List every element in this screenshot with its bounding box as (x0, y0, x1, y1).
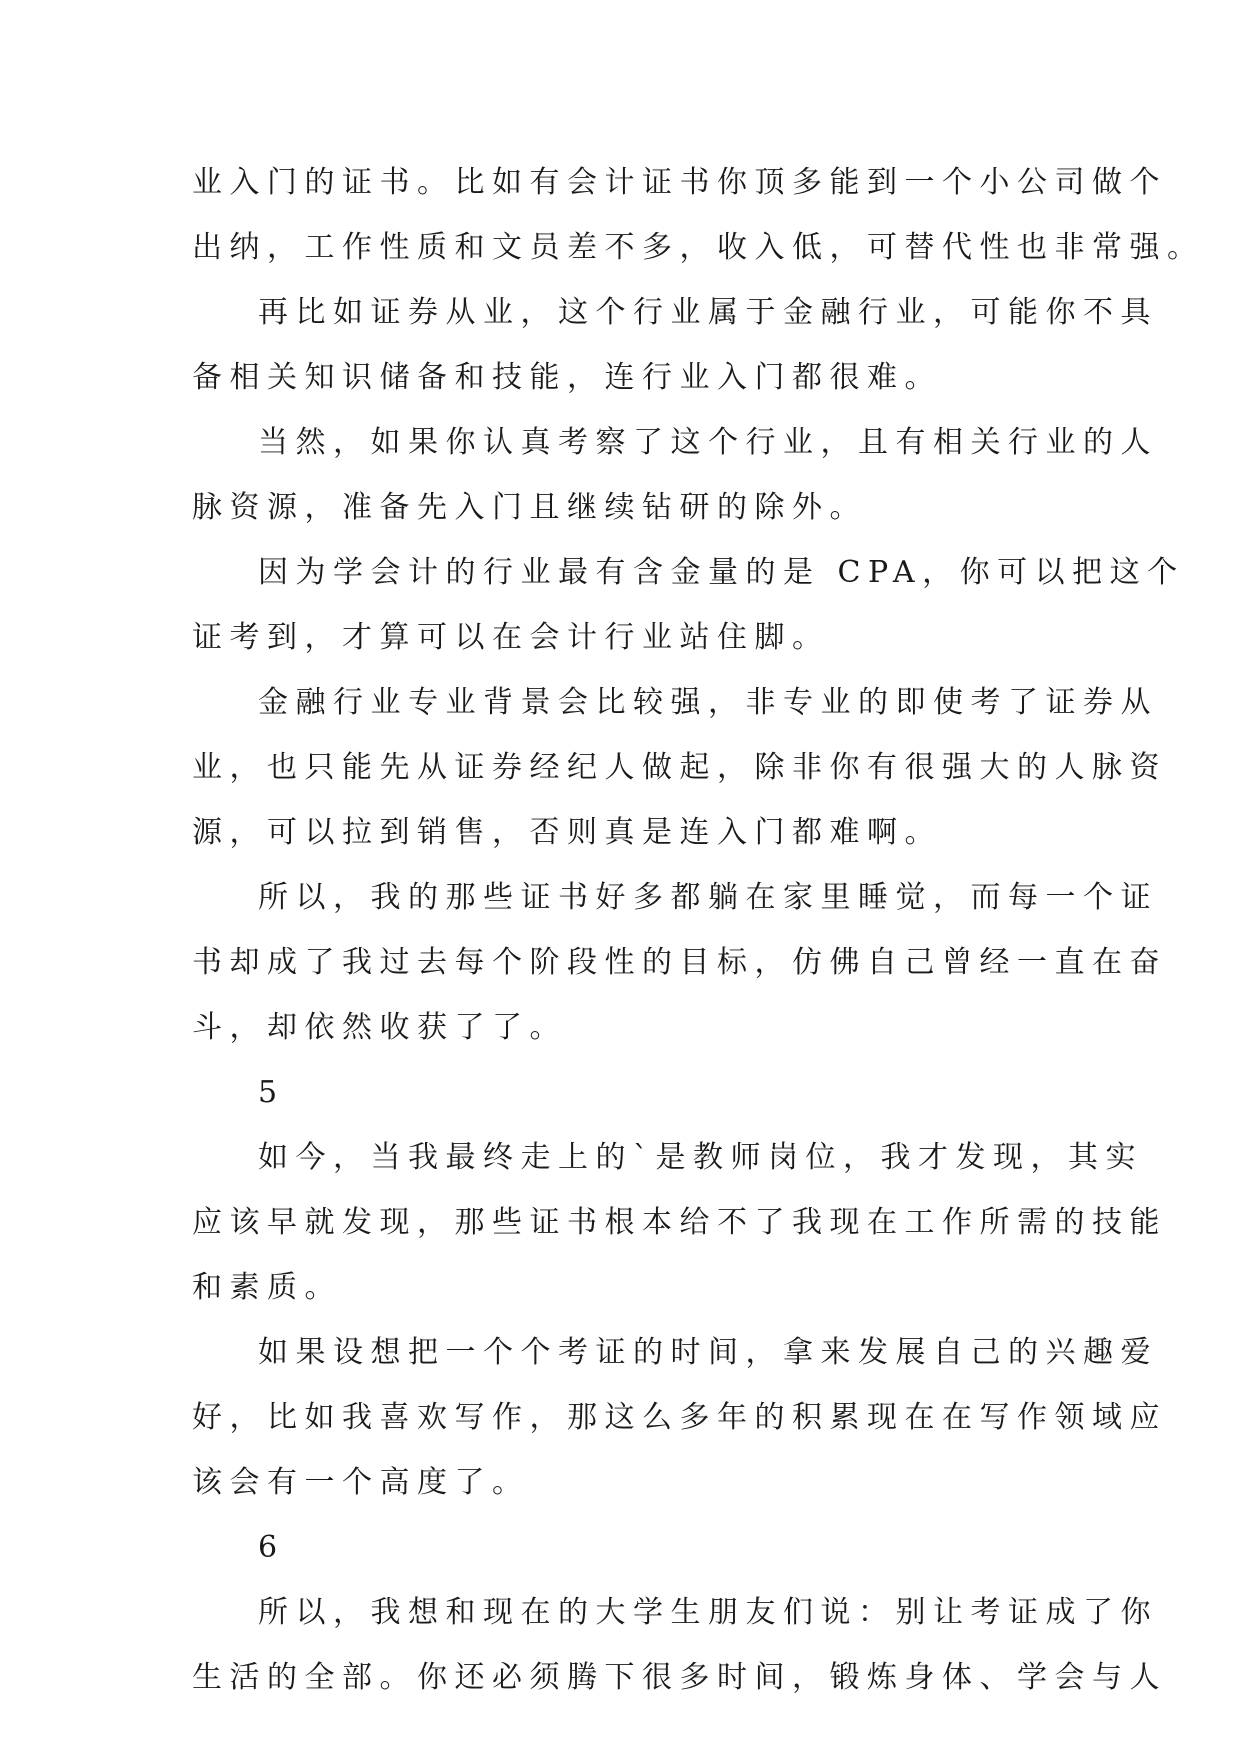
text-line: 因为学会计的行业最有含金量的是 CPA，你可以把这个 (258, 555, 1185, 590)
text-line: 脉资源，准备先入门且继续钻研的除外。 (192, 490, 867, 525)
text-line: 好，比如我喜欢写作，那这么多年的积累现在在写作领域应 (192, 1400, 1167, 1435)
text-line: 业，也只能先从证券经纪人做起，除非你有很强大的人脉资 (192, 750, 1167, 785)
text-line: 源，可以拉到销售，否则真是连入门都难啊。 (192, 815, 942, 850)
text-line: 再比如证券从业，这个行业属于金融行业，可能你不具 (258, 295, 1158, 330)
text-line: 应该早就发现，那些证书根本给不了我现在工作所需的技能 (192, 1205, 1167, 1240)
text-line: 所以，我的那些证书好多都躺在家里睡觉，而每一个证 (258, 880, 1158, 915)
text-line: 金融行业专业背景会比较强，非专业的即使考了证券从 (258, 685, 1158, 720)
text-line: 该会有一个高度了。 (192, 1465, 530, 1500)
text-line: 书却成了我过去每个阶段性的目标，仿佛自己曾经一直在奋 (192, 945, 1167, 980)
text-line: 当然，如果你认真考察了这个行业，且有相关行业的人 (258, 425, 1158, 460)
text-line: 出纳，工作性质和文员差不多，收入低，可替代性也非常强。 (192, 230, 1205, 265)
text-line: 和素质。 (192, 1270, 342, 1305)
text-line: 如今，当我最终走上的`是教师岗位，我才发现，其实 (258, 1140, 1143, 1175)
text-line: 备相关知识储备和技能，连行业入门都很难。 (192, 360, 942, 395)
text-line: 生活的全部。你还必须腾下很多时间，锻炼身体、学会与人 (192, 1660, 1167, 1695)
text-line: 斗，却依然收获了了。 (192, 1010, 567, 1045)
text-line: 如果设想把一个个考证的时间，拿来发展自己的兴趣爱 (258, 1335, 1158, 1370)
section-number: 6 (258, 1530, 285, 1565)
text-line: 业入门的证书。比如有会计证书你顶多能到一个小公司做个 (192, 165, 1167, 200)
section-number: 5 (258, 1075, 285, 1110)
text-line: 证考到，才算可以在会计行业站住脚。 (192, 620, 830, 655)
text-line: 所以，我想和现在的大学生朋友们说：别让考证成了你 (258, 1595, 1158, 1630)
body-text (192, 150, 1205, 1710)
